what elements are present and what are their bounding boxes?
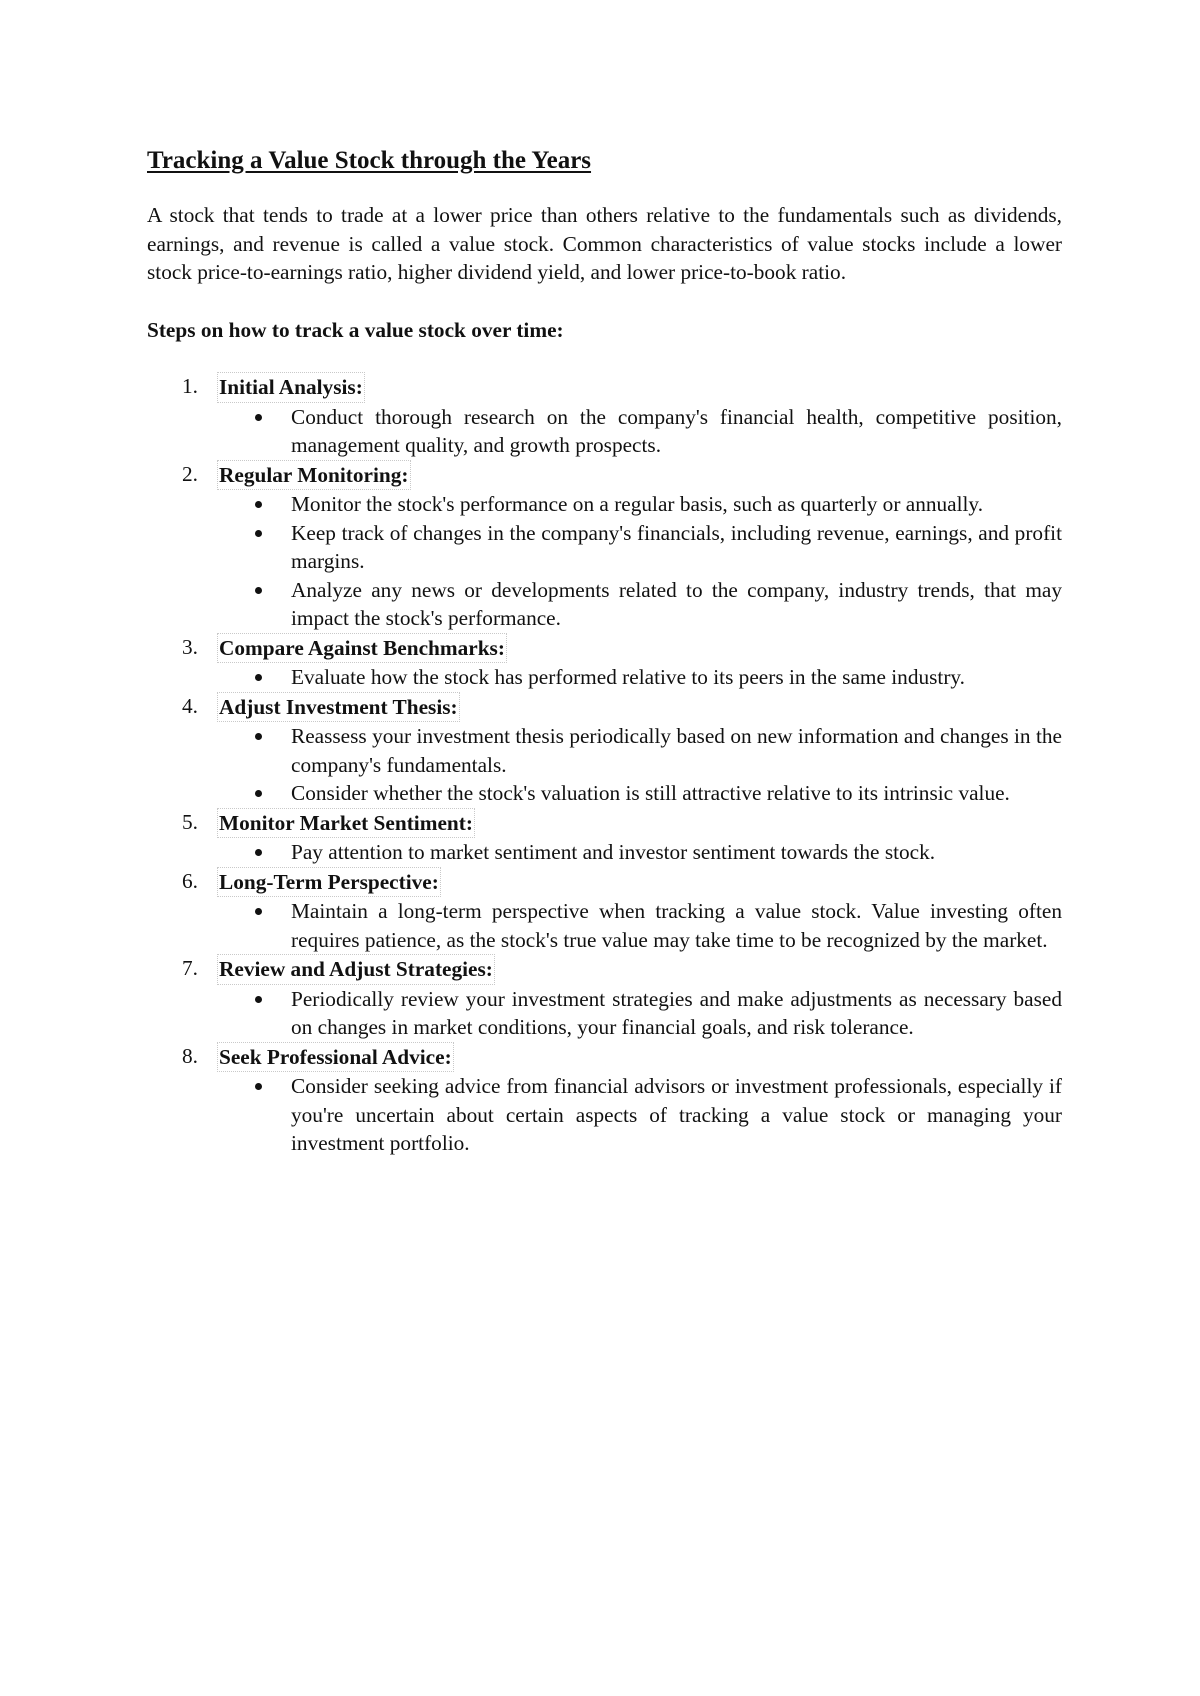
step-title: Compare Against Benchmarks: (217, 633, 507, 664)
bullet-dot-icon (255, 501, 262, 508)
bullet-dot-icon (255, 908, 262, 915)
step-number: 4. (182, 693, 198, 718)
bullet-item (291, 838, 1062, 867)
step-item (147, 1042, 1062, 1158)
bullet-item (291, 897, 1062, 954)
step-item (147, 692, 1062, 808)
bullet-item (291, 779, 1062, 808)
bullet-dot-icon (255, 530, 262, 537)
document-page (147, 146, 1062, 1158)
step-item (147, 954, 1062, 1042)
bullet-item (291, 519, 1062, 576)
step-bullet-list (219, 403, 1062, 460)
bullet-item (291, 1072, 1062, 1158)
step-bullet-list (219, 897, 1062, 954)
document-title: Tracking a Value Stock through the Years (147, 147, 592, 174)
step-title: Seek Professional Advice: (217, 1042, 454, 1073)
bullet-text: Consider whether the stock's valuation is still attractive relative to its intrinsic value. (291, 781, 1010, 805)
bullet-item (291, 985, 1062, 1042)
bullet-text: Reassess your investment thesis periodically based on new information and changes in the company's fundamentals. (291, 724, 1062, 777)
bullet-dot-icon (255, 849, 262, 856)
bullet-dot-icon (255, 414, 262, 421)
bullet-dot-icon (255, 674, 262, 681)
bullet-dot-icon (255, 790, 262, 797)
bullet-text: Monitor the stock's performance on a regular basis, such as quarterly or annually. (291, 492, 984, 516)
steps-heading: Steps on how to track a value stock over time: (147, 317, 564, 342)
step-number: 3. (182, 634, 198, 659)
step-title: Monitor Market Sentiment: (217, 808, 475, 839)
step-title: Adjust Investment Thesis: (217, 692, 460, 723)
bullet-dot-icon (255, 587, 262, 594)
step-bullet-list (219, 985, 1062, 1042)
step-item (147, 867, 1062, 955)
step-title: Regular Monitoring: (217, 460, 411, 491)
bullet-dot-icon (255, 996, 262, 1003)
intro-paragraph: A stock that tends to trade at a lower price than others relative to the fundamentals such as dividends, earnings, and revenue is called a value stock. Common characteristics of value stocks include a lower stock price-to-earnings ratio, higher dividend yield, and lower price-to-book ratio. (147, 203, 1062, 284)
step-item (147, 633, 1062, 692)
steps-list (147, 372, 1062, 1158)
bullet-text: Conduct thorough research on the company's financial health, competitive position, management quality, and growth prospects. (291, 404, 1062, 457)
bullet-item (291, 663, 1062, 692)
bullet-text: Periodically review your investment strategies and make adjustments as necessary based on changes in market conditions, your financial goals, and risk tolerance. (291, 986, 1062, 1039)
bullet-item (291, 722, 1062, 779)
step-bullet-list (219, 490, 1062, 633)
bullet-text: Evaluate how the stock has performed relative to its peers in the same industry. (291, 665, 966, 689)
step-title: Long-Term Perspective: (217, 867, 441, 898)
step-title: Initial Analysis: (217, 372, 365, 403)
step-item (147, 808, 1062, 867)
step-number: 6. (182, 868, 198, 893)
bullet-item (291, 403, 1062, 460)
bullet-item (291, 490, 1062, 519)
step-bullet-list (219, 663, 1062, 692)
bullet-text: Keep track of changes in the company's financials, including revenue, earnings, and profit margins. (291, 520, 1062, 573)
step-bullet-list (219, 1072, 1062, 1158)
bullet-text: Maintain a long-term perspective when tracking a value stock. Value investing often requires patience, as the stock's true value may take time to be recognized by the market. (291, 899, 1062, 952)
bullet-item (291, 576, 1062, 633)
step-number: 1. (182, 374, 198, 398)
step-number: 8. (182, 1043, 198, 1068)
step-bullet-list (219, 722, 1062, 808)
step-number: 2. (182, 461, 198, 486)
step-number: 7. (182, 956, 198, 980)
step-number: 5. (182, 809, 198, 834)
bullet-text: Consider seeking advice from financial advisors or investment professionals, especially if you're uncertain about certain aspects of tracking a value stock or managing your investment portfolio. (291, 1074, 1062, 1155)
bullet-dot-icon (255, 733, 262, 740)
bullet-dot-icon (255, 1083, 262, 1090)
bullet-text: Analyze any news or developments related to the company, industry trends, that may impact the stock's performance. (291, 577, 1062, 630)
step-title: Review and Adjust Strategies: (217, 954, 495, 985)
step-bullet-list (219, 838, 1062, 867)
step-item (147, 372, 1062, 460)
step-item (147, 460, 1062, 633)
bullet-text: Pay attention to market sentiment and investor sentiment towards the stock. (291, 840, 936, 864)
